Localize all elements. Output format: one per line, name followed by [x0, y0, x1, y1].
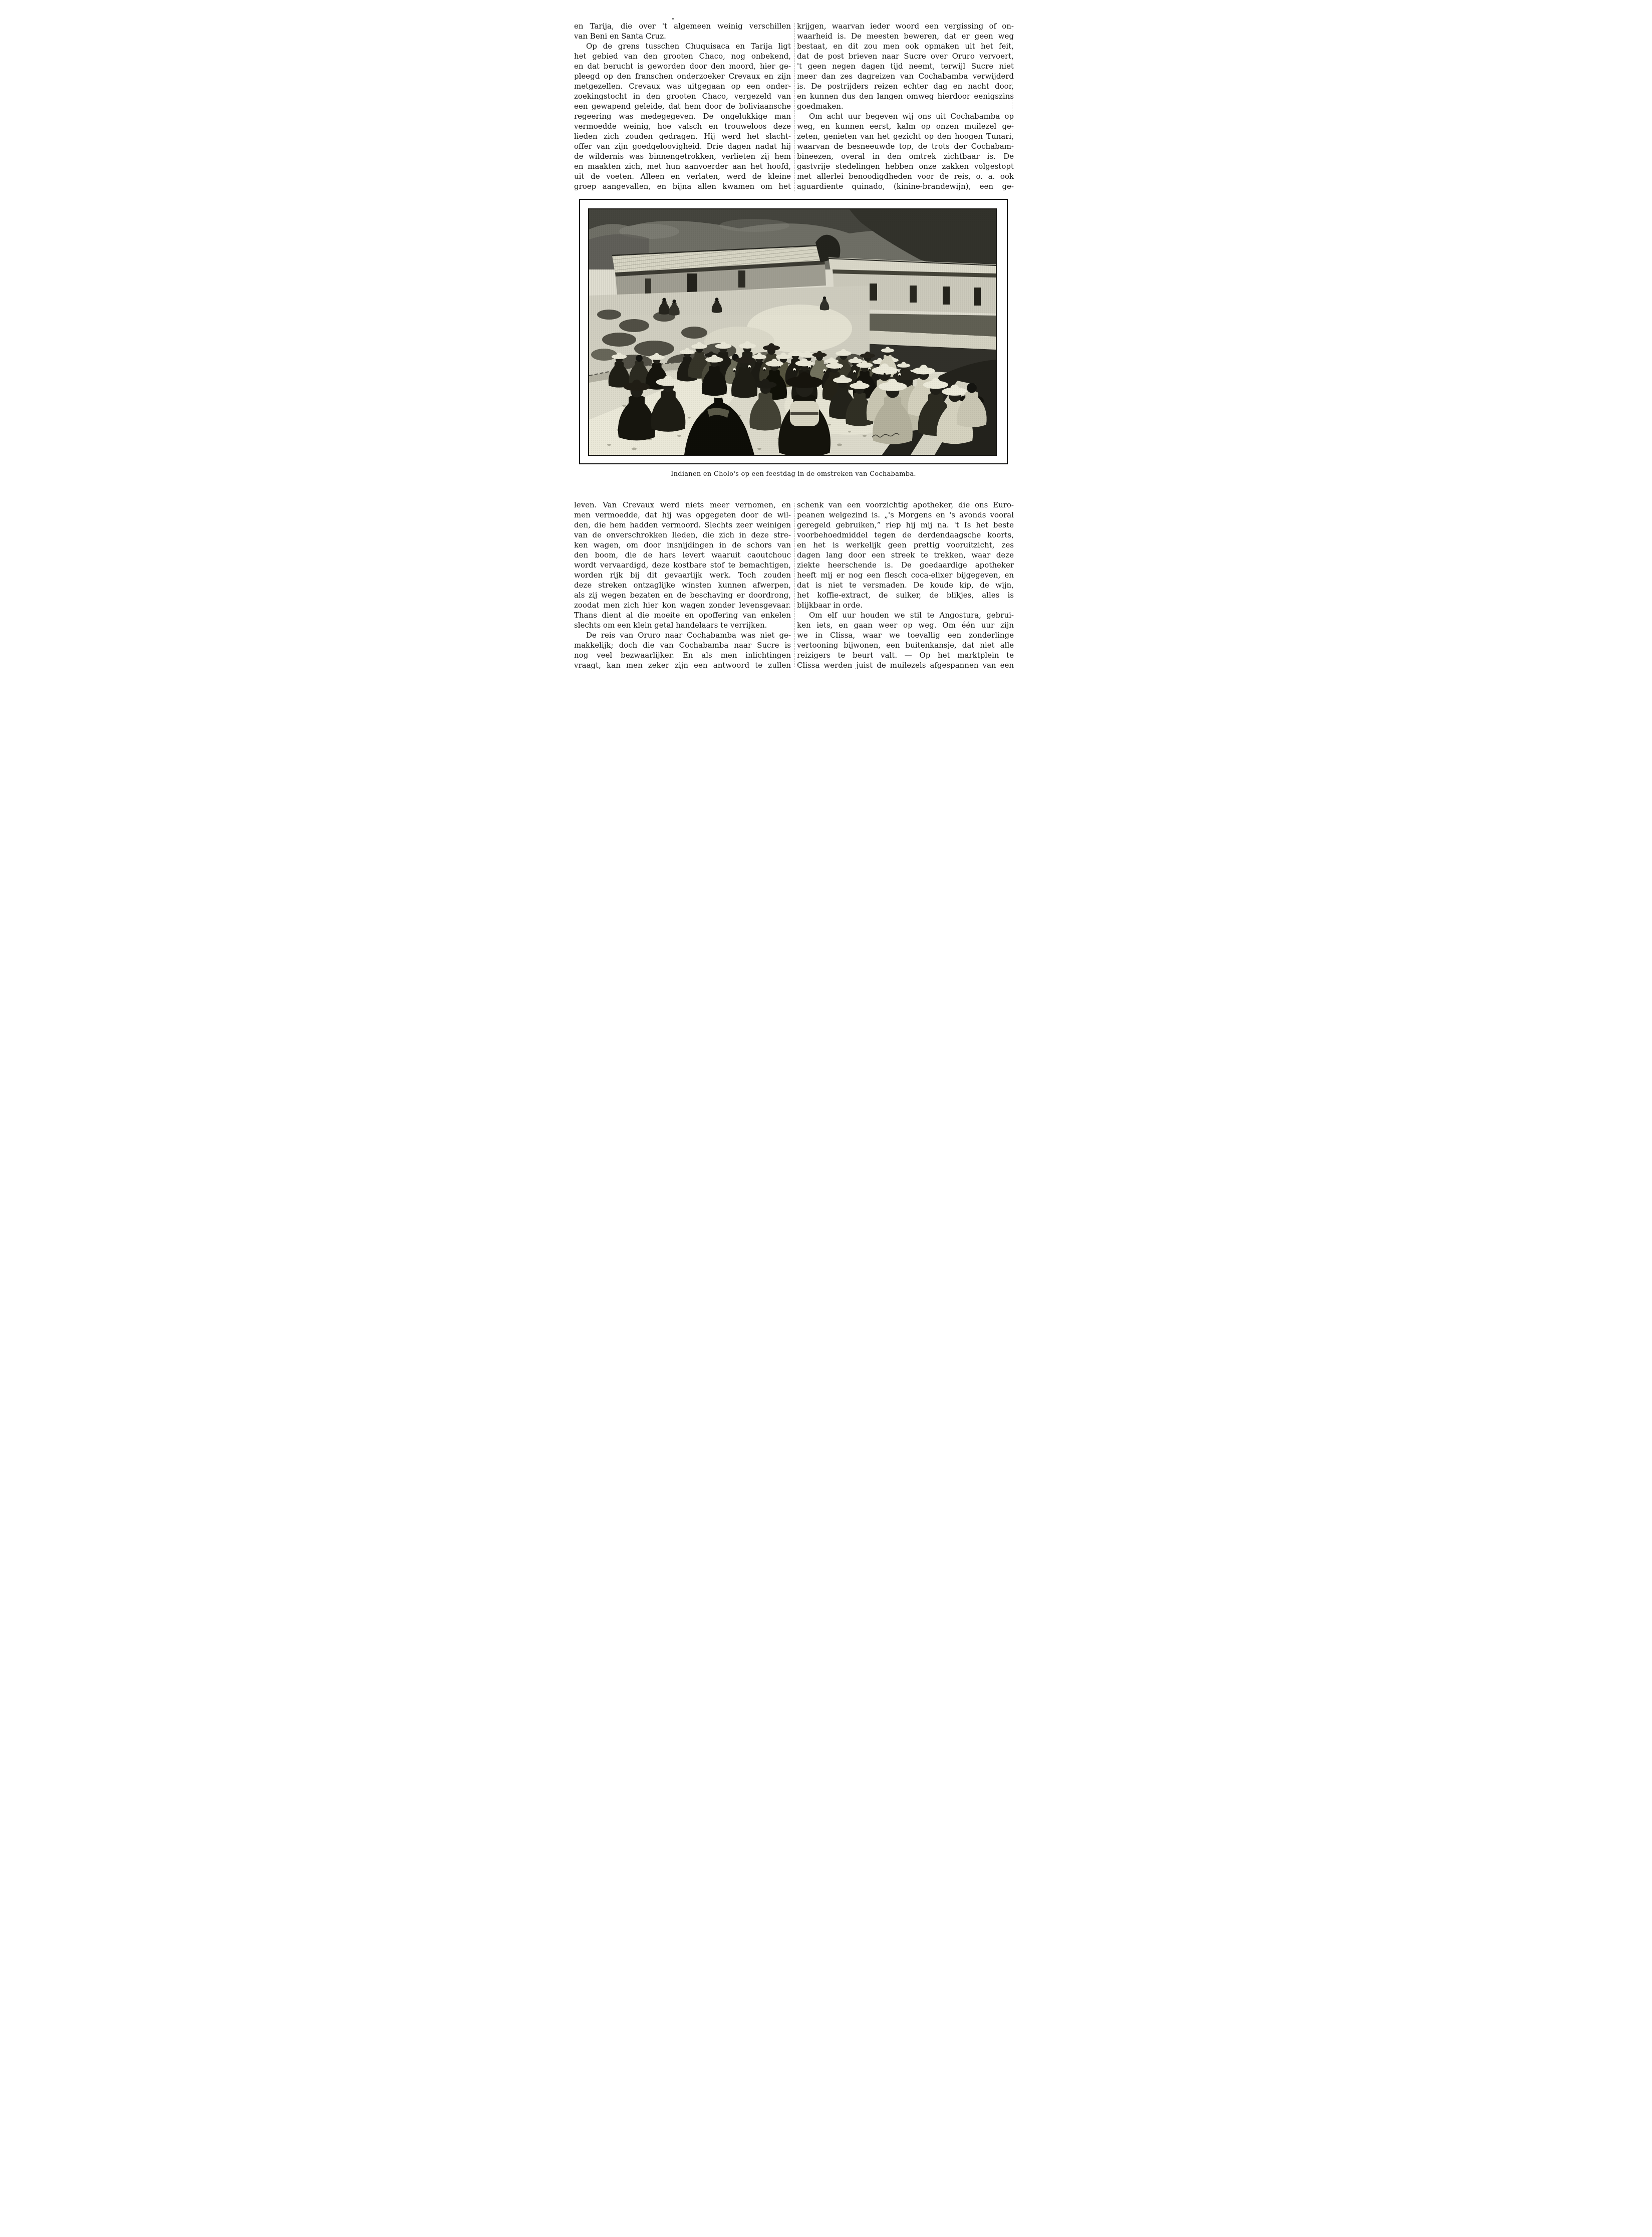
- text-line: en kunnen dus den langen omweg hierdoor eenigszins: [797, 92, 1014, 101]
- text-line: Op de grens tusschen Chuquisaca en Tarija ligt: [586, 42, 791, 51]
- text-line: lieden zich zouden gedragen. Hij werd het slacht-: [574, 132, 791, 141]
- text-line: ziekte heerschende is. De goedaardige apotheker: [797, 561, 1014, 570]
- text-line: en dat berucht is geworden door den moord, hier ge-: [574, 62, 791, 71]
- text-line: en het is werkelijk geen prettig vooruitzicht, zes: [797, 540, 1014, 549]
- text-line: Thans dient al die moeite en opoffering van enkelen: [574, 611, 791, 620]
- illustration-inner-border: [588, 208, 997, 456]
- text-line: Om elf uur houden we stil te Angostura, gebrui-: [809, 611, 1014, 620]
- text-line: bestaat, en dit zou men ook opmaken uit het feit,: [797, 42, 1014, 51]
- text-line: meer dan zes dagreizen van Cochabamba verwijderd: [797, 72, 1014, 81]
- illustration-caption: Indianen en Cholo's op een feestdag in de omstreken van Cochabamba.: [671, 470, 916, 478]
- text-line: Clissa werden juist de muilezels afgespannen van een: [797, 661, 1014, 670]
- text-line: worden rijk bij dit gevaarlijk werk. Toch zouden: [574, 571, 791, 580]
- text-line: van de onverschrokken lieden, die zich in deze stre-: [574, 530, 791, 539]
- text-line: dat is niet te versmaden. De koude kip, de wijn,: [797, 581, 1014, 590]
- text-line: geregeld gebruiken,” riep hij mij na. 't Is het beste: [797, 520, 1014, 529]
- text-line: en Tarija, die over 't algemeen weinig verschillen: [574, 22, 791, 31]
- text-line: den, die hem hadden vermoord. Slechts zeer weinigen: [574, 520, 791, 529]
- text-line: een gewapend geleide, dat hem door de boliviaansche: [574, 102, 791, 111]
- text-line: deze streken ontzaglijke winsten kunnen afwerpen,: [574, 581, 791, 590]
- text-line: vraagt, kan men zeker zijn een antwoord te zullen: [574, 661, 791, 670]
- text-line: groep aangevallen, en bijna allen kwamen om het: [574, 182, 791, 191]
- scanned-book-page: [550, 0, 1102, 746]
- text-line: uit de voeten. Alleen en verlaten, werd de kleine: [574, 172, 791, 181]
- text-line: vertooning bijwonen, een buitenkansje, dat niet alle: [797, 641, 1014, 650]
- text-line: makkelijk; doch die van Cochabamba naar Sucre is: [574, 641, 791, 650]
- text-line: den boom, die de hars levert waaruit caoutchouc: [574, 550, 791, 560]
- text-line: we in Clissa, waar we toevallig een zonderlinge: [797, 631, 1014, 640]
- text-line: peanen welgezind is. „'s Morgens en 's avonds vooral: [797, 510, 1014, 519]
- text-line: offer van zijn goedgeloovigheid. Drie dagen nadat hij: [574, 142, 791, 151]
- text-line: waarheid is. De meesten beweren, dat er geen weg: [797, 32, 1014, 41]
- text-line: De reis van Oruro naar Cochabamba was niet ge-: [586, 631, 791, 640]
- text-line: heeft mij er nog een flesch coca-elixer bijgegeven, en: [797, 571, 1014, 580]
- text-line: het koffie-extract, de suiker, de blikjes, alles is: [797, 591, 1014, 600]
- text-column-bottom-right: [797, 500, 1014, 670]
- text-line: Om acht uur begeven wij ons uit Cochabamba op: [809, 112, 1014, 121]
- text-line: zoodat men zich hier kon wagen zonder levensgevaar.: [574, 601, 791, 610]
- text-column-bottom-left: [574, 500, 791, 670]
- text-line: regeering was medegegeven. De ongelukkige man: [574, 112, 791, 121]
- text-line: blijkbaar in orde.: [797, 601, 863, 610]
- illustration-engraving: [589, 209, 996, 455]
- scan-speck: [672, 18, 674, 20]
- text-line: de wildernis was binnengetrokken, verlieten zij hem: [574, 152, 791, 161]
- text-line: bineezen, overal in den omtrek zichtbaar is. De: [797, 152, 1014, 161]
- text-line: metgezellen. Crevaux was uitgegaan op een onder-: [574, 82, 791, 91]
- text-line: het gebied van den grooten Chaco, nog onbekend,: [574, 52, 791, 61]
- text-line: aguardiente quinado, (kinine-brandewijn), een ge-: [797, 182, 1014, 191]
- text-column-top-left: [574, 21, 791, 191]
- text-line: krijgen, waarvan ieder woord een vergissing of on-: [797, 22, 1014, 31]
- text-line: ken iets, en gaan weer op weg. Om één uur zijn: [797, 621, 1014, 630]
- text-line: goedmaken.: [797, 102, 844, 111]
- text-line: en maakten zich, met hun aanvoerder aan het hoofd,: [574, 162, 791, 171]
- text-line: wordt vervaardigd, deze kostbare stof te bemachtigen,: [574, 561, 791, 570]
- text-line: van Beni en Santa Cruz.: [574, 32, 666, 41]
- text-line: schenk van een voorzichtig apotheker, die ons Euro-: [797, 500, 1014, 509]
- illustration-frame: [579, 199, 1008, 464]
- text-line: pleegd op den franschen onderzoeker Crevaux en zijn: [574, 72, 791, 81]
- text-line: reizigers te beurt valt. — Op het marktplein te: [797, 651, 1014, 660]
- text-line: weg, en kunnen eerst, kalm op onzen muilezel ge-: [797, 122, 1014, 131]
- text-line: als zij wegen bezaten en de beschaving er doordrong,: [574, 591, 791, 600]
- text-line: ken wagen, om door insnijdingen in de schors van: [574, 540, 791, 549]
- text-line: met allerlei benoodigdheden voor de reis, o. a. ook: [797, 172, 1014, 181]
- text-line: dat de post brieven naar Sucre over Oruro vervoert,: [797, 52, 1014, 61]
- text-line: is. De postrijders reizen echter dag en nacht door,: [797, 82, 1014, 91]
- text-line: waarvan de besneeuwde top, de trots der Cochabam-: [797, 142, 1014, 151]
- text-line: slechts om een klein getal handelaars te verrijken.: [574, 621, 767, 630]
- text-line: dagen lang door een streek te trekken, waar deze: [797, 550, 1014, 560]
- text-line: 't geen negen dagen tijd neemt, terwijl Sucre niet: [797, 62, 1014, 71]
- text-line: nog veel bezwaarlijker. En als men inlichtingen: [574, 651, 791, 660]
- text-line: voorbehoedmiddel tegen de derdendaagsche koorts,: [797, 530, 1014, 539]
- text-line: zoekingstocht in den grooten Chaco, vergezeld van: [574, 92, 791, 101]
- text-line: men vermoedde, dat hij was opgegeten door de wil-: [574, 510, 791, 519]
- text-line: vermoedde weinig, hoe valsch en trouweloos deze: [574, 122, 791, 131]
- text-line: zeten, genieten van het gezicht op den hoogen Tunari,: [797, 132, 1014, 141]
- text-line: gastvrije stedelingen hebben onze zakken volgestopt: [797, 162, 1014, 171]
- text-line: leven. Van Crevaux werd niets meer vernomen, en: [574, 500, 791, 509]
- text-column-top-right: [797, 21, 1014, 191]
